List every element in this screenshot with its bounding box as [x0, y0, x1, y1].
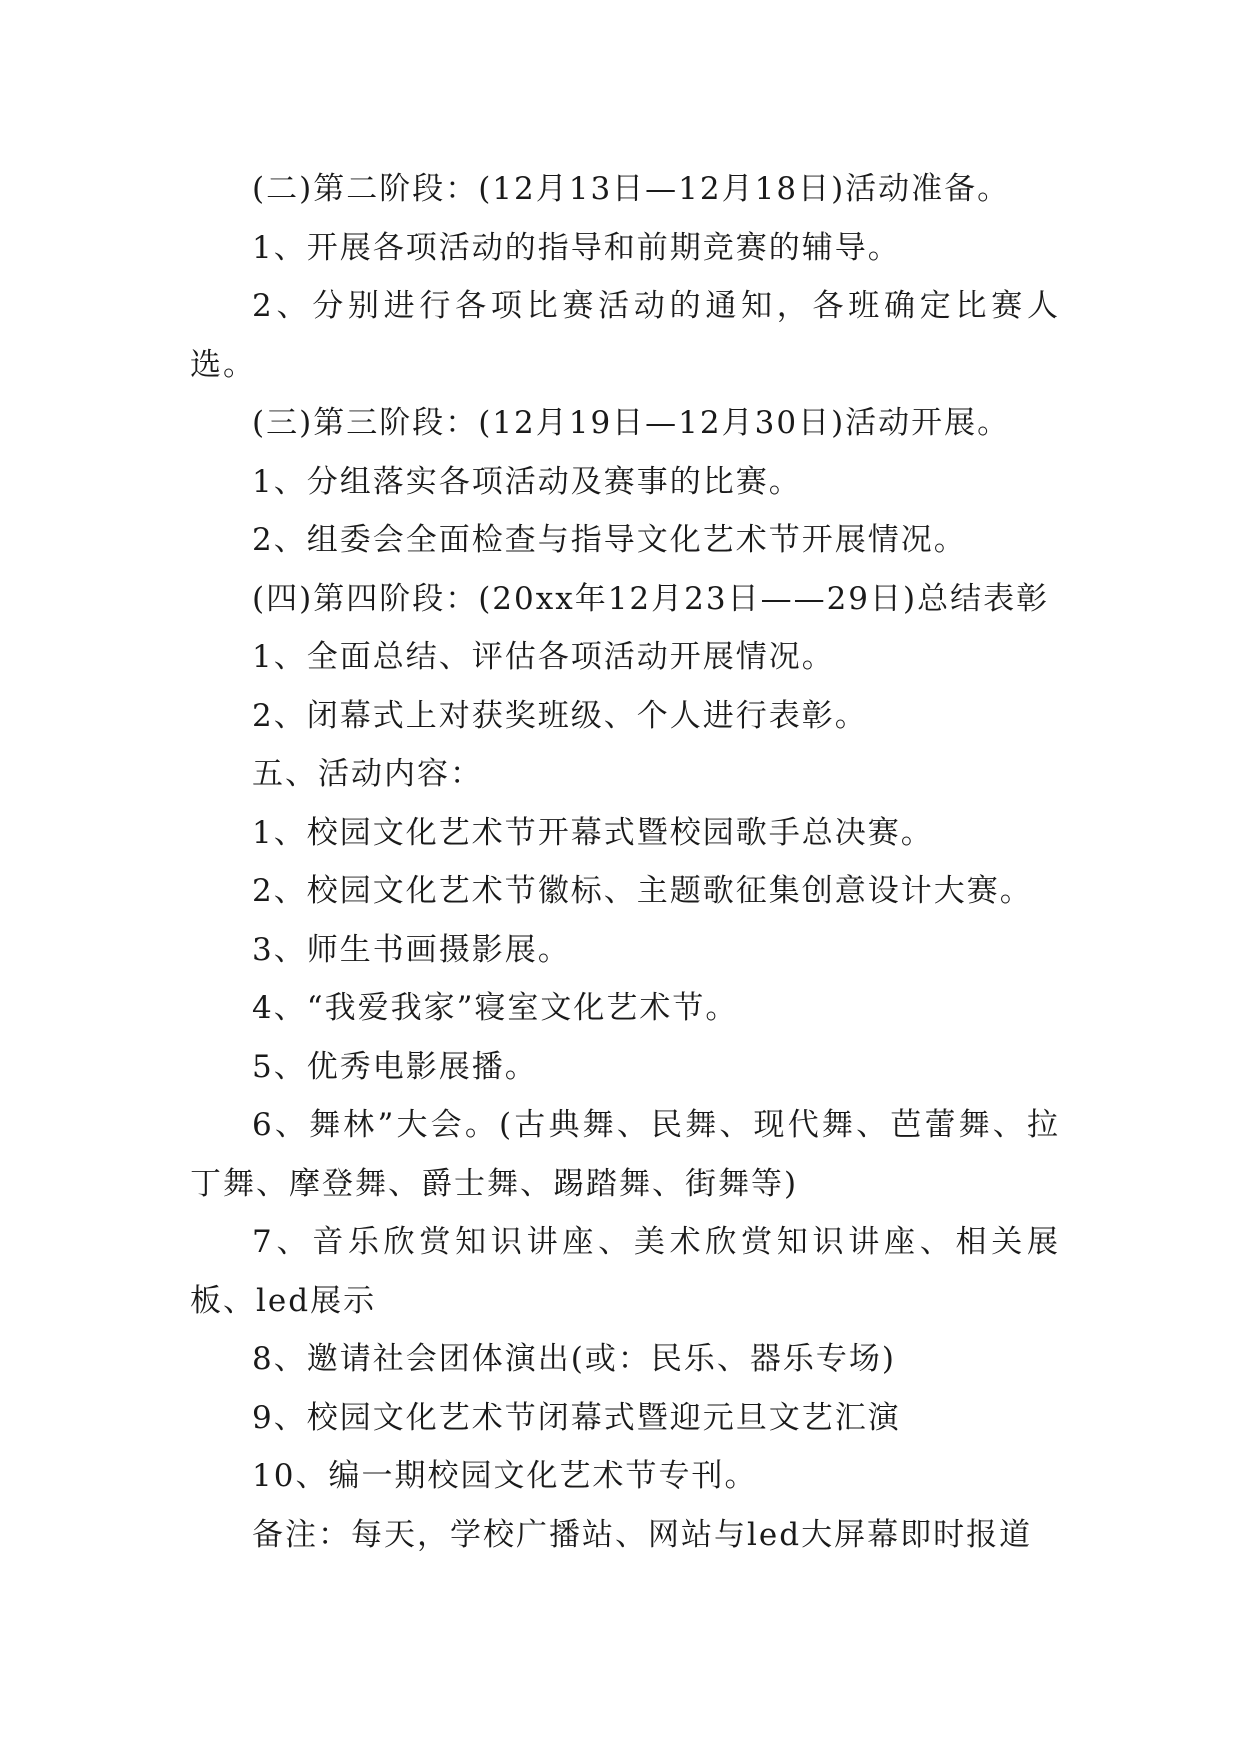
paragraph-item: 3、师生书画摄影展。 — [252, 931, 571, 968]
paragraph-note: 备注：每天，学校广播站、网站与led大屏幕即时报道 — [252, 1516, 1033, 1553]
paragraph-stage-four: (四)第四阶段：(20xx年12月23日——29日)总结表彰 — [252, 580, 1050, 617]
paragraph-item: 9、校园文化艺术节闭幕式暨迎元旦文艺汇演 — [252, 1399, 901, 1436]
section-heading-activity-content: 五、活动内容： — [252, 756, 483, 792]
paragraph-item: 2、组委会全面检查与指导文化艺术节开展情况。 — [252, 522, 967, 558]
paragraph-item: 5、优秀电影展播。 — [252, 1048, 538, 1085]
paragraph-item: 2、分别进行各项比赛活动的通知，各班确定比赛人选。 — [190, 288, 1060, 383]
paragraph-stage-three: (三)第三阶段：(12月19日—12月30日)活动开展。 — [252, 405, 1011, 441]
paragraph-item: 1、分组落实各项活动及赛事的比赛。 — [252, 463, 802, 500]
paragraph-item: 6、舞林”大会。(古典舞、民舞、现代舞、芭蕾舞、拉丁舞、摩登舞、爵士舞、踢踏舞、街舞等) — [190, 1107, 1060, 1202]
paragraph-item: 10、编一期校园文化艺术节专刊。 — [252, 1458, 758, 1494]
paragraph-item: 4、“我爱我家”寝室文化艺术节。 — [252, 990, 739, 1026]
paragraph-item: 2、校园文化艺术节徽标、主题歌征集创意设计大赛。 — [252, 873, 1033, 909]
paragraph-item: 1、开展各项活动的指导和前期竞赛的辅导。 — [252, 229, 901, 266]
paragraph-item: 1、校园文化艺术节开幕式暨校园歌手总决赛。 — [252, 814, 934, 851]
paragraph-item: 2、闭幕式上对获奖班级、个人进行表彰。 — [252, 697, 868, 734]
paragraph-item: 7、音乐欣赏知识讲座、美术欣赏知识讲座、相关展板、led展示 — [190, 1224, 1060, 1319]
paragraph-item: 1、全面总结、评估各项活动开展情况。 — [252, 639, 835, 675]
paragraph-stage-two: (二)第二阶段：(12月13日—12月18日)活动准备。 — [252, 171, 1011, 207]
document-body — [190, 160, 1060, 1564]
paragraph-item: 8、邀请社会团体演出(或：民乐、器乐专场) — [252, 1341, 896, 1377]
